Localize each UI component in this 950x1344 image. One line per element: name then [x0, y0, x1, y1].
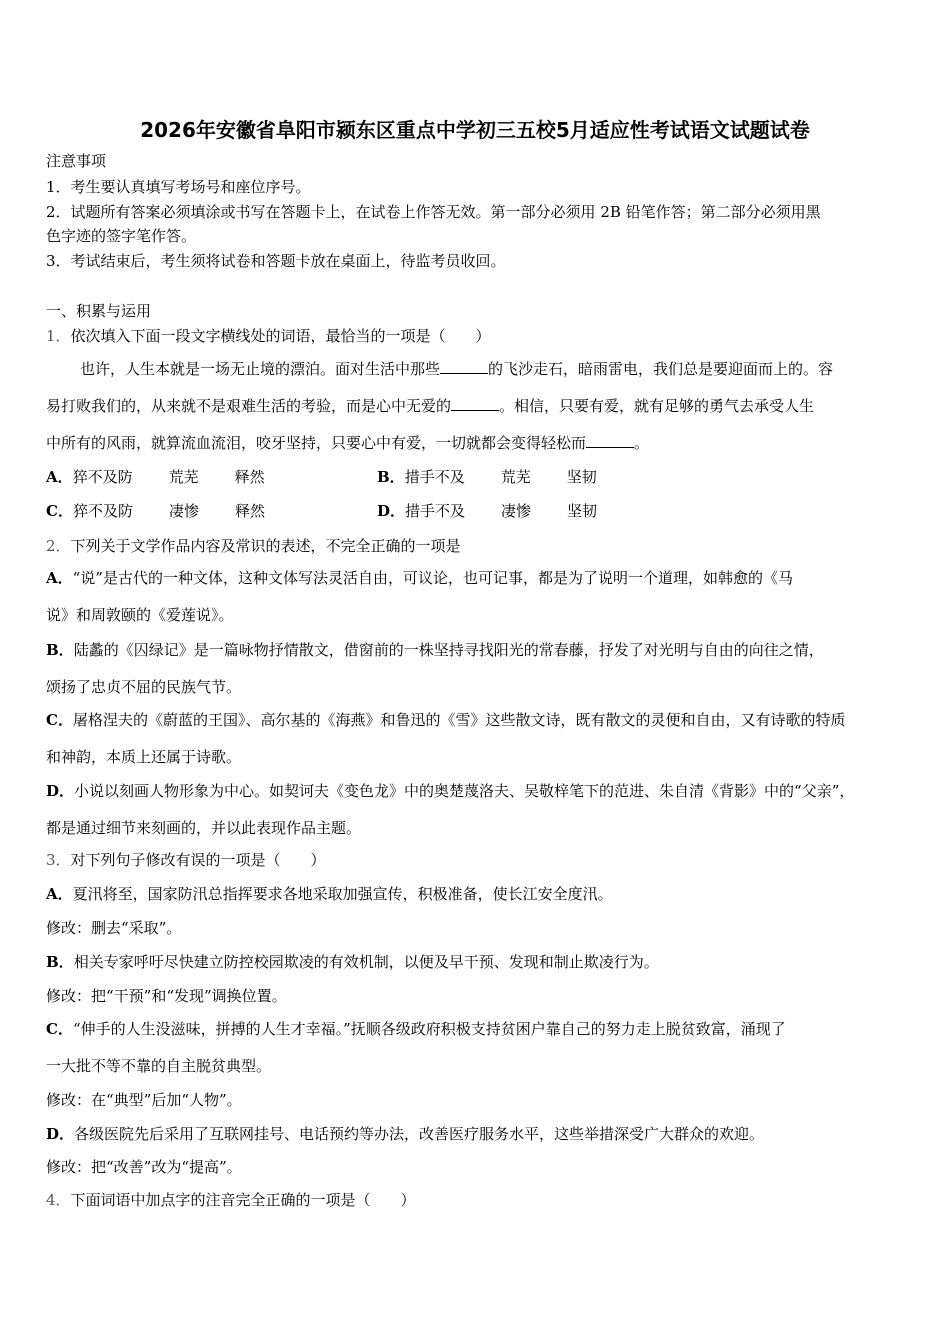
- passage-line: [80, 359, 833, 379]
- notice-item-1: 1．考生要认真填写考场号和座位序号。: [46, 178, 311, 196]
- question-1: [46, 326, 491, 346]
- question-stem: 下面词语中加点字的注音完全正确的一项是（ ）: [70, 1191, 416, 1209]
- option-text: 各级医院先后采用了互联网挂号、电话预约等办法，改善医疗服务水平，这些举措深受广大群众的欢迎。: [74, 1125, 765, 1143]
- q2-option-d: [46, 781, 854, 801]
- q2-option-b: [46, 640, 824, 660]
- question-number: 4．: [46, 1191, 71, 1209]
- section-heading: 一、积累与运用: [46, 302, 152, 320]
- q3-option-a: [46, 884, 613, 904]
- passage-text: 中所有的风雨，就算流血流泪，咬牙坚持，只要心中有爱，一切就都会变得轻松而: [46, 434, 587, 452]
- option-word: 措手不及: [404, 468, 465, 486]
- option-label: D．: [377, 502, 406, 520]
- option-word: 凄惨: [501, 502, 532, 520]
- option-text: 屠格涅夫的《蔚蓝的王国》、高尔基的《海燕》和鲁迅的《雪》这些散文诗，既有散文的灵便和自由，又有诗歌的特质: [72, 711, 846, 729]
- option-word: 坚韧: [566, 468, 597, 486]
- option-d: [377, 501, 597, 521]
- option-label: D．: [46, 782, 75, 800]
- q3-option-a-fix: 修改：删去“采取”。: [46, 919, 182, 937]
- option-word: 释然: [234, 502, 265, 520]
- question-2: [46, 536, 461, 556]
- q3-option-d: [46, 1124, 764, 1144]
- option-word: 荒芜: [500, 468, 531, 486]
- passage-line: [46, 433, 649, 453]
- q2-option-c-cont: 和神韵，本质上还属于诗歌。: [46, 748, 242, 766]
- question-number: 2．: [46, 537, 71, 555]
- option-text: 小说以刻画人物形象为中心。如契诃夫《变色龙》中的奥楚蔑洛夫、吴敬梓笔下的范进、朱自清《背影》中的“父亲”，: [74, 782, 855, 800]
- option-word: 猝不及防: [72, 502, 133, 520]
- question-number: 3．: [46, 851, 71, 869]
- question-stem: 依次填入下面一段文字横线处的词语，最恰当的一项是（ ）: [70, 327, 491, 345]
- option-word: 坚韧: [567, 502, 598, 520]
- option-text: 相关专家呼吁尽快建立防控校园欺凌的有效机制，以便及早干预、发现和制止欺凌行为。: [73, 953, 659, 971]
- notice-item-2-cont: 色字迹的签字笔作答。: [46, 227, 197, 245]
- notice-item-2: 2．试题所有答案必须填涂或书写在答题卡上，在试卷上作答无效。第一部分必须用 2B 铅笔作答；第二部分必须用黑: [46, 203, 821, 221]
- option-text: 夏汛将至，国家防汛总指挥要求各地采取加强宣传，积极准备，使长江安全度汛。: [72, 885, 613, 903]
- fill-blank: [440, 359, 488, 374]
- fill-blank: [451, 396, 499, 411]
- page-title: 2026年安徽省阜阳市颍东区重点中学初三五校5月适应性考试语文试题试卷: [140, 118, 810, 142]
- question-stem: 对下列句子修改有误的一项是（ ）: [70, 851, 326, 869]
- option-a: [46, 467, 265, 487]
- option-label: A．: [46, 569, 73, 587]
- notice-item-3: 3．考试结束后，考生须将试卷和答题卡放在桌面上，待监考员收回。: [46, 252, 506, 270]
- q3-option-d-fix: 修改：把“改善”改为“提高”。: [46, 1158, 242, 1176]
- q3-option-c-fix: 修改：在“典型”后加“人物”。: [46, 1091, 242, 1109]
- notice-heading: 注意事项: [46, 152, 107, 170]
- option-text: “伸手的人生没滋味，拼搏的人生才幸福。”抚顺各级政府积极支持贫困户靠自己的努力走上脱贫致富，涌现了: [72, 1020, 786, 1038]
- question-3: [46, 850, 326, 870]
- option-label: B．: [46, 953, 74, 971]
- option-c: [46, 501, 265, 521]
- passage-line: [46, 396, 814, 416]
- question-4: [46, 1190, 416, 1210]
- passage-text: 。: [634, 434, 650, 452]
- passage-text: 。相信，只要有爱，就有足够的勇气去承受人生: [499, 397, 815, 415]
- option-label: C．: [46, 502, 73, 520]
- option-label: B．: [46, 641, 74, 659]
- fill-blank: [586, 433, 634, 448]
- option-text: 陆蠡的《囚绿记》是一篇咏物抒情散文，借窗前的一株坚持寻找阳光的常春藤，抒发了对光明与自由的向往之情，: [73, 641, 824, 659]
- q2-option-c: [46, 710, 845, 730]
- option-word: 凄惨: [168, 502, 199, 520]
- option-word: 荒芜: [168, 468, 199, 486]
- option-word: 措手不及: [405, 502, 466, 520]
- option-label: A．: [46, 885, 73, 903]
- question-stem: 下列关于文学作品内容及常识的表述，不完全正确的一项是: [70, 537, 461, 555]
- q2-option-b-cont: 颂扬了忠贞不屈的民族气节。: [46, 678, 242, 696]
- q2-option-a: [46, 568, 793, 588]
- q2-option-a-cont: 说》和周敦颐的《爱莲说》。: [46, 606, 234, 624]
- option-b: [377, 467, 597, 487]
- option-word: 猝不及防: [72, 468, 133, 486]
- option-word: 释然: [234, 468, 265, 486]
- passage-text: 易打败我们的，从来就不是艰难生活的考验，而是心中无爱的: [46, 397, 452, 415]
- question-number: 1．: [46, 327, 71, 345]
- q3-option-c: [46, 1019, 786, 1039]
- q3-option-c-cont: 一大批不等不靠的自主脱贫典型。: [46, 1057, 272, 1075]
- option-label: C．: [46, 711, 73, 729]
- option-label: D．: [46, 1125, 75, 1143]
- option-label: B．: [377, 468, 405, 486]
- q3-option-b-fix: 修改：把“干预”和“发现”调换位置。: [46, 987, 287, 1005]
- option-text: “说”是古代的一种文体，这种文体写法灵活自由，可议论，也可记事，都是为了说明一个道理，如韩愈的《马: [72, 569, 793, 587]
- q2-option-d-cont: 都是通过细节来刻画的，并以此表现作品主题。: [46, 819, 362, 837]
- passage-text: 也许，人生本就是一场无止境的漂泊。面对生活中那些: [80, 360, 441, 378]
- option-label: A．: [46, 468, 73, 486]
- option-label: C．: [46, 1020, 73, 1038]
- q3-option-b: [46, 952, 659, 972]
- passage-text: 的飞沙走石，暗雨雷电，我们总是要迎面而上的。容: [488, 360, 834, 378]
